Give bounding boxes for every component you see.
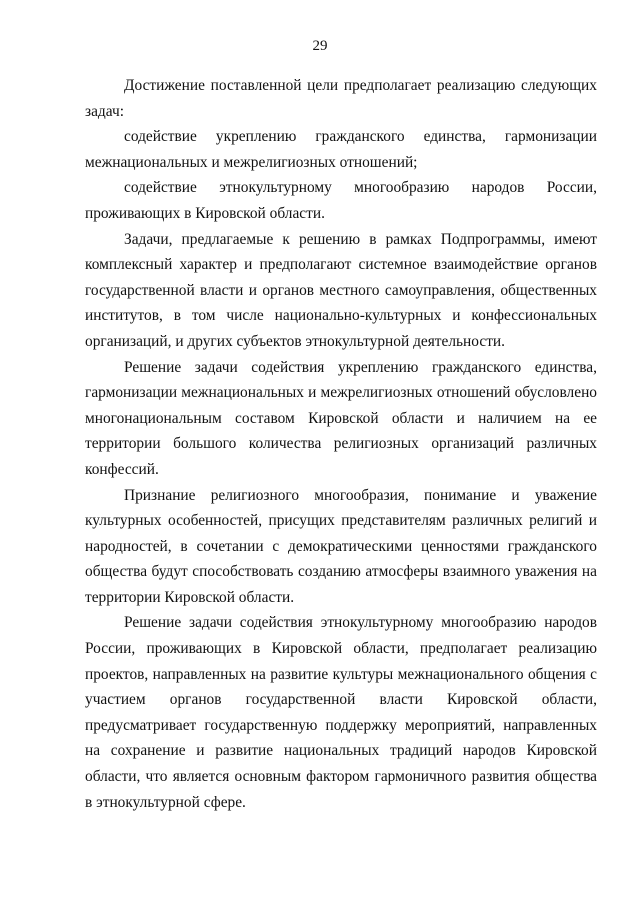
page-number: 29 bbox=[312, 38, 328, 54]
document-body bbox=[85, 73, 597, 815]
paragraph-tasks-complex-nature: Задачи, предлагаемые к решению в рамках Подпрограммы, имеют комплексный характер и предполагают системное взаимодействие органов государственной власти и органов местного самоуправления, общественных институтов, в том числе национально-культурных и конфессиональных организаций, и других субъектов этнокультурной деятельности. bbox=[85, 230, 597, 350]
paragraph-religious-diversity: Признание религиозного многообразия, понимание и уважение культурных особенностей, присущих представителям различных религий и народностей, в сочетании с демократическими ценностями гражданского общества будут способствовать созданию атмосферы взаимного уважения на территории Кировской области. bbox=[85, 486, 597, 606]
paragraph-task-civic-unity: содействие укреплению гражданского единства, гармонизации межнациональных и межрелигиозных отношений; bbox=[85, 128, 597, 171]
paragraph-civic-unity-rationale: Решение задачи содействия укреплению гражданского единства, гармонизации межнациональных и межрелигиозных отношений обусловлено многонациональным составом Кировской области и наличием на ее территории большого количества религиозных организаций различных конфессий. bbox=[85, 358, 597, 478]
paragraph-goal-intro: Достижение поставленной цели предполагает реализацию следующих задач: bbox=[85, 77, 597, 120]
paragraph-ethnocultural-projects: Решение задачи содействия этнокультурному многообразию народов России, проживающих в Кировской области, предполагает реализацию проектов, направленных на развитие культуры межнационального общения с участием органов государственной власти Кировской области, предусматривает государственную поддержку мероприятий, направленных на сохранение и развитие национальных традиций народов Кировской области, что является основным фактором гармоничного развития общества в этнокультурной сфере. bbox=[85, 614, 597, 811]
paragraph-task-ethnocultural-diversity: содействие этнокультурному многообразию народов России, проживающих в Кировской области. bbox=[85, 179, 597, 222]
